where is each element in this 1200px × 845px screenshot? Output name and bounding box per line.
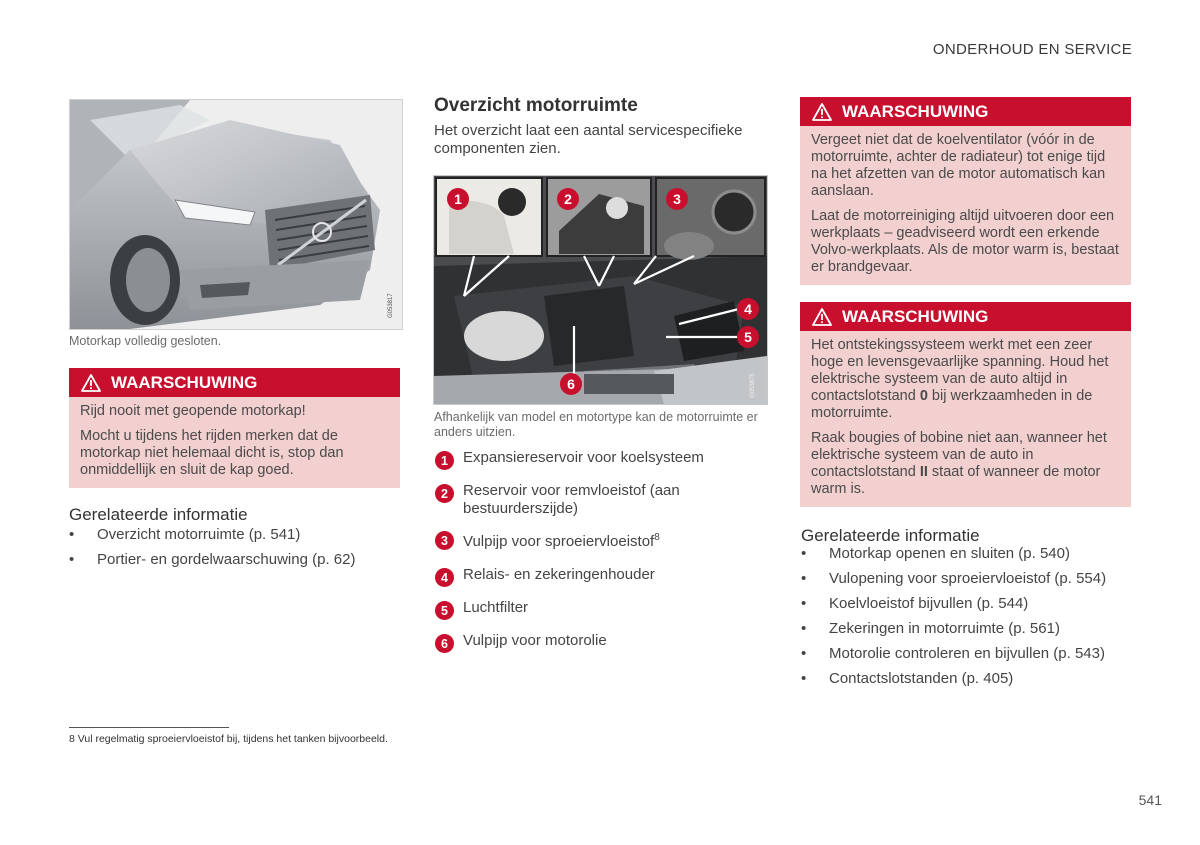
footnote-number: 8 (69, 733, 75, 745)
component-label: Vulpijp voor sproeiervloeistof (463, 533, 655, 550)
warning-title: WAARSCHUWING (842, 306, 989, 326)
ignition-position: II (919, 464, 928, 480)
number-badge: 1 (435, 451, 454, 470)
component-label: Reservoir voor remvloeistof (aan bestuurderszijde) (463, 482, 680, 517)
warning-text: Het ontstekingssysteem werkt met een zeer hoge en levensgevaarlijke spanning. Houd het elektrische systeem van de auto altijd in contactslotstand 0 bij werkzaamheden in de motorruimte. (811, 337, 1109, 421)
image-code: G053875 (750, 373, 756, 398)
warning-title: WAARSCHUWING (111, 372, 258, 392)
footnote-text: Vul regelmatig sproeiervloeistof bij, tijdens het tanken bijvoorbeeld. (77, 733, 388, 745)
component-label: Luchtfilter (463, 599, 529, 616)
component-label: Vulpijp voor motorolie (463, 632, 607, 649)
number-badge: 2 (435, 484, 454, 503)
warning-text: Laat de motorreiniging altijd uitvoeren door een werkplaats – geadviseerd wordt een erkende Volvo-werkplaats. Als de motor warm is, bestaat er brandgevaar. (811, 208, 1119, 275)
related-link[interactable]: • Vulopening voor sproeiervloeistof (p. 554) (801, 570, 1132, 587)
callout-2: 2 (564, 191, 572, 207)
car-image-caption: Motorkap volledig gesloten. (69, 334, 222, 348)
related-link[interactable]: • Motorkap openen en sluiten (p. 540) (801, 545, 1132, 562)
section-intro: Het overzicht laat een aantal servicespecifieke componenten zien. (434, 122, 743, 157)
callout-3: 3 (673, 191, 681, 207)
warning-header (69, 368, 400, 397)
related-link[interactable]: • Contactslotstanden (p. 405) (801, 670, 1132, 687)
warning-box-hood (69, 368, 400, 488)
warning-text: Vergeet niet dat de koelventilator (vóór in de motorruimte, achter de radiateur) tot enige tijd na het afzetten van de motor automatisch kan aanslaan. (811, 132, 1106, 199)
component-item (434, 599, 769, 617)
component-item (434, 566, 769, 584)
number-badge: 6 (435, 634, 454, 653)
warning-text: Raak bougies of bobine niet aan, wanneer het elektrische systeem van de auto in contactslotstand II staat of wanneer de motor warm is. (811, 430, 1107, 497)
warning-text: Rijd nooit met geopende motorkap! (80, 403, 306, 419)
component-item (434, 449, 769, 467)
warning-header (800, 302, 1131, 331)
component-label: Expansiereservoir voor koelsysteem (463, 449, 704, 466)
page-number: 541 (1138, 792, 1162, 808)
callout-1: 1 (454, 191, 462, 207)
engine-bay-image (433, 175, 768, 405)
number-badge: 4 (435, 568, 454, 587)
warning-box-fan (800, 97, 1131, 285)
callout-6: 6 (567, 376, 575, 392)
callout-5: 5 (744, 329, 752, 345)
warning-triangle-icon (812, 103, 832, 121)
related-link[interactable]: • Motorolie controleren en bijvullen (p. 543) (801, 645, 1132, 662)
warning-triangle-icon (81, 374, 101, 392)
related-link[interactable]: • Koelvloeistof bijvullen (p. 544) (801, 595, 1132, 612)
related-link[interactable]: • Portier- en gordelwaarschuwing (p. 62) (69, 551, 400, 568)
component-item (434, 482, 769, 518)
number-badge: 5 (435, 601, 454, 620)
related-info-title: Gerelateerde informatie (69, 505, 248, 524)
related-info-title: Gerelateerde informatie (801, 526, 980, 545)
number-badge: 3 (435, 531, 454, 550)
related-link[interactable]: • Overzicht motorruimte (p. 541) (69, 526, 400, 543)
section-title: Overzicht motorruimte (434, 95, 638, 116)
car-front-image (69, 99, 403, 330)
component-item (434, 529, 769, 551)
warning-triangle-icon (812, 308, 832, 326)
footnote-divider (69, 727, 229, 728)
footnote (69, 733, 388, 745)
related-link[interactable]: • Zekeringen in motorruimte (p. 561) (801, 620, 1132, 637)
warning-box-ignition (800, 302, 1131, 507)
component-list (434, 449, 769, 650)
related-info-list-right (801, 545, 1132, 687)
warning-text: Mocht u tijdens het rijden merken dat de motorkap niet helemaal dicht is, stop dan onmiddellijk en sluit de kap goed. (80, 428, 344, 478)
warning-header (800, 97, 1131, 126)
callout-4: 4 (744, 301, 752, 317)
section-header: ONDERHOUD EN SERVICE (932, 41, 1132, 58)
component-item (434, 632, 769, 650)
component-label: Relais- en zekeringenhouder (463, 566, 655, 583)
footnote-ref[interactable]: 8 (654, 532, 660, 543)
related-info-list-left (69, 526, 400, 568)
engine-image-caption: Afhankelijk van model en motortype kan de motorruimte er anders uitzien. (434, 410, 758, 439)
ignition-position: 0 (919, 388, 928, 404)
image-code: G053817 (388, 293, 394, 318)
warning-title: WAARSCHUWING (842, 101, 989, 121)
